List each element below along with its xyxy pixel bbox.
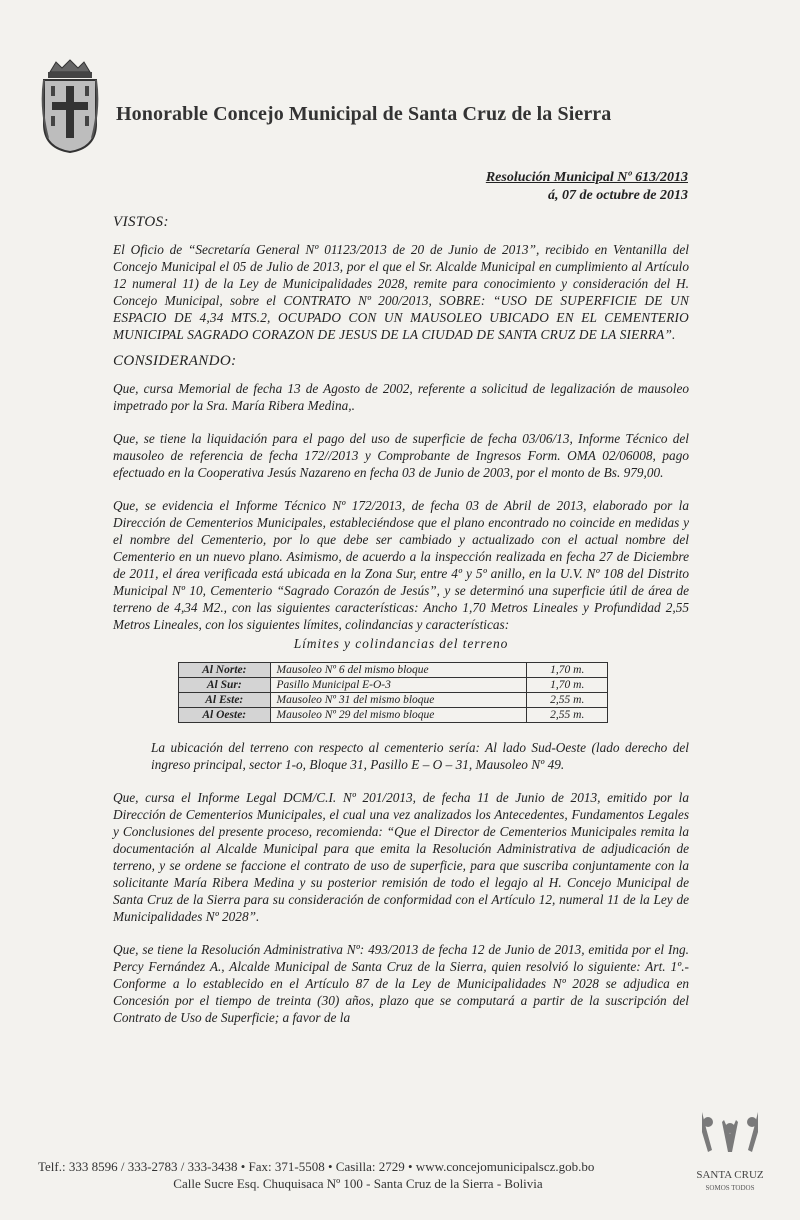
limit-description: Mausoleo Nº 6 del mismo bloque bbox=[270, 663, 527, 678]
paragraph: Que, cursa Memorial de fecha 13 de Agosto de 2002, referente a solicitud de legalización de mausoleo impetrado por la Sra. María Ribera Medina,. bbox=[113, 381, 689, 413]
considerando-heading: CONSIDERANDO: bbox=[113, 353, 237, 369]
footer-address: Calle Sucre Esq. Chuquisaca Nº 100 - Santa Cruz de la Sierra - Bolivia bbox=[173, 1176, 543, 1191]
table-row bbox=[179, 693, 608, 708]
table-caption: Límites y colindancias del terreno bbox=[293, 636, 509, 651]
limit-measure: 1,70 m. bbox=[527, 678, 608, 693]
admin-text: Que, se tiene la Resolución Administrativa Nº: 493/2013 de fecha 12 de Junio de 2013, emitida por el Ing. Percy Fernández A., Alcalde Municipal de Santa Cruz de la Sierra, quien resolvió lo siguiente: Art. 1º.- Conforme a lo establecido en el Artículo 87 de la Ley de Municipalidades Nº 2028 se adjudica en Concesión por el tiempo de treinta (30) años, plazo que se computará a partir de la suscripción del Contrato de Uso de Superficie; a favor de la bbox=[113, 942, 689, 1025]
limit-direction: Al Este: bbox=[179, 693, 271, 708]
vistos-caps: SOBRE: “USO DE SUPERFICIE DE UN ESPACIO DE 4,34 MTS.2, OCUPADO CON UN MAUSOLEO UBICADO EN EL CEMENTERIO MUNICIPAL SAGRADO CORAZON DE JESUS DE LA CIUDAD DE SANTA CRUZ DE LA SIERRA”. bbox=[113, 293, 690, 342]
resolution-date: á, 07 de octubre de 2013 bbox=[548, 188, 688, 203]
vistos-text bbox=[113, 241, 689, 343]
vistos-paragraph: El Oficio de “Secretaría General Nº 01123/2013 de 20 de Junio de 2013”, recibido en Ventanilla del Concejo Municipal el 05 de Julio de 2013, por el que el Sr. Alcalde Municipal en cumplimiento al Artículo 12 numeral 11) de la Ley de Municipalidades 2028, remite para conocimiento y consideración del H. Concejo Municipal, sobre el CONTRATO Nº 200/2013, bbox=[113, 242, 689, 308]
legal-text: Que, cursa el Informe Legal DCM/C.I. Nº 201/2013, de fecha 11 de Junio de 2013, emitido por la Dirección de Cementerios Municipales, el cual una vez analizados los Antecedentes, Fundamentos Legales y Conclusiones del presente proceso, recomienda: “Que el Director de Cementerios Municipales remita la documentación al Alcalde Municipal para que emita la Resolución Administrativa de adjudicación de terreno, y se ordene se faccione el contrato de uso de superficie, para que suscriba conjuntamente con la solicitante María Ribera Medina y su posterior remisión de todo el legajo al H. Concejo Municipal de Santa Cruz de la Sierra para su consideración de conformidad con el Artículo 12, numeral 11 de la Ley de Municipalidades Nº 2028”. bbox=[113, 790, 689, 924]
council-name: Honorable Concejo Municipal de Santa Cruz de la Sierra bbox=[116, 103, 612, 125]
limit-description: Mausoleo Nº 29 del mismo bloque bbox=[270, 708, 527, 723]
limit-direction: Al Norte: bbox=[179, 663, 271, 678]
footer bbox=[38, 1158, 678, 1192]
limit-measure: 2,55 m. bbox=[527, 708, 608, 723]
santa-cruz-logo-icon bbox=[690, 1098, 770, 1198]
logo-tagline: SOMOS TODOS bbox=[705, 1184, 755, 1192]
table-row bbox=[179, 663, 608, 678]
location-text: La ubicación del terreno con respecto al cementerio sería: Al lado Sud-Oeste (lado derecho del ingreso principal, sector 1-o, Bloque 31, Pasillo E – O – 31, Mausoleo Nº 49. bbox=[151, 740, 689, 772]
limit-description: Mausoleo Nº 31 del mismo bloque bbox=[270, 693, 527, 708]
paragraph: Que, se evidencia el Informe Técnico Nº 172/2013, de fecha 03 de Abril de 2013, elaborado por la Dirección de Cementerios Municipales, estableciéndose que el plano encontrado no coincide en medidas y el nombre del Cementerio, por lo que debe ser cambiado y actualizado con el actual nombre del Cementerio en un nuevo plano. Asimismo, de acuerdo a la inspección realizada en fecha 27 de Diciembre de 2011, el área verificada está ubicada en la Zona Sur, entre 4º y 5º anillo, en la U.V. Nº 108 del Distrito Municipal Nº 10, Cementerio “Sagrado Corazón de Jesús”, y se determinó una superficie útil de área de terreno de 4,34 M2., con las siguientes características: Ancho 1,70 Metros Lineales y Profundidad 2,55 Metros Lineales, con los siguientes límites, colindancias y características: bbox=[113, 498, 689, 632]
vistos-heading: VISTOS: bbox=[113, 214, 169, 230]
limit-direction: Al Sur: bbox=[179, 678, 271, 693]
resolution-title: Resolución Municipal Nº 613/2013 bbox=[485, 170, 688, 185]
logo-name: SANTA CRUZ bbox=[696, 1169, 764, 1181]
limit-measure: 1,70 m. bbox=[527, 663, 608, 678]
limit-description: Pasillo Municipal E-O-3 bbox=[270, 678, 527, 693]
limit-direction: Al Oeste: bbox=[179, 708, 271, 723]
resolution-block bbox=[486, 170, 688, 204]
paragraph: Que, se tiene la liquidación para el pago del uso de superficie de fecha 03/06/13, Informe Técnico del mausoleo de referencia de fecha 172//2013 y Comprobante de Ingresos Form. OMA 02/06008, pago efectuado en la Cooperativa Jesús Nazareno en fecha 03 de Junio de 2003, por el monto de Bs. 979,00. bbox=[113, 431, 689, 480]
document-body bbox=[113, 214, 689, 1026]
limit-measure: 2,55 m. bbox=[527, 693, 608, 708]
coat-of-arms-icon bbox=[38, 58, 102, 154]
table-row bbox=[179, 678, 608, 693]
footer-contact: Telf.: 333 8596 / 333-2783 / 333-3438 • Fax: 371-5508 • Casilla: 2729 • www.concejomunicipalscz.gob.bo bbox=[38, 1159, 595, 1174]
limits-table bbox=[178, 662, 608, 723]
table-row bbox=[179, 708, 608, 723]
